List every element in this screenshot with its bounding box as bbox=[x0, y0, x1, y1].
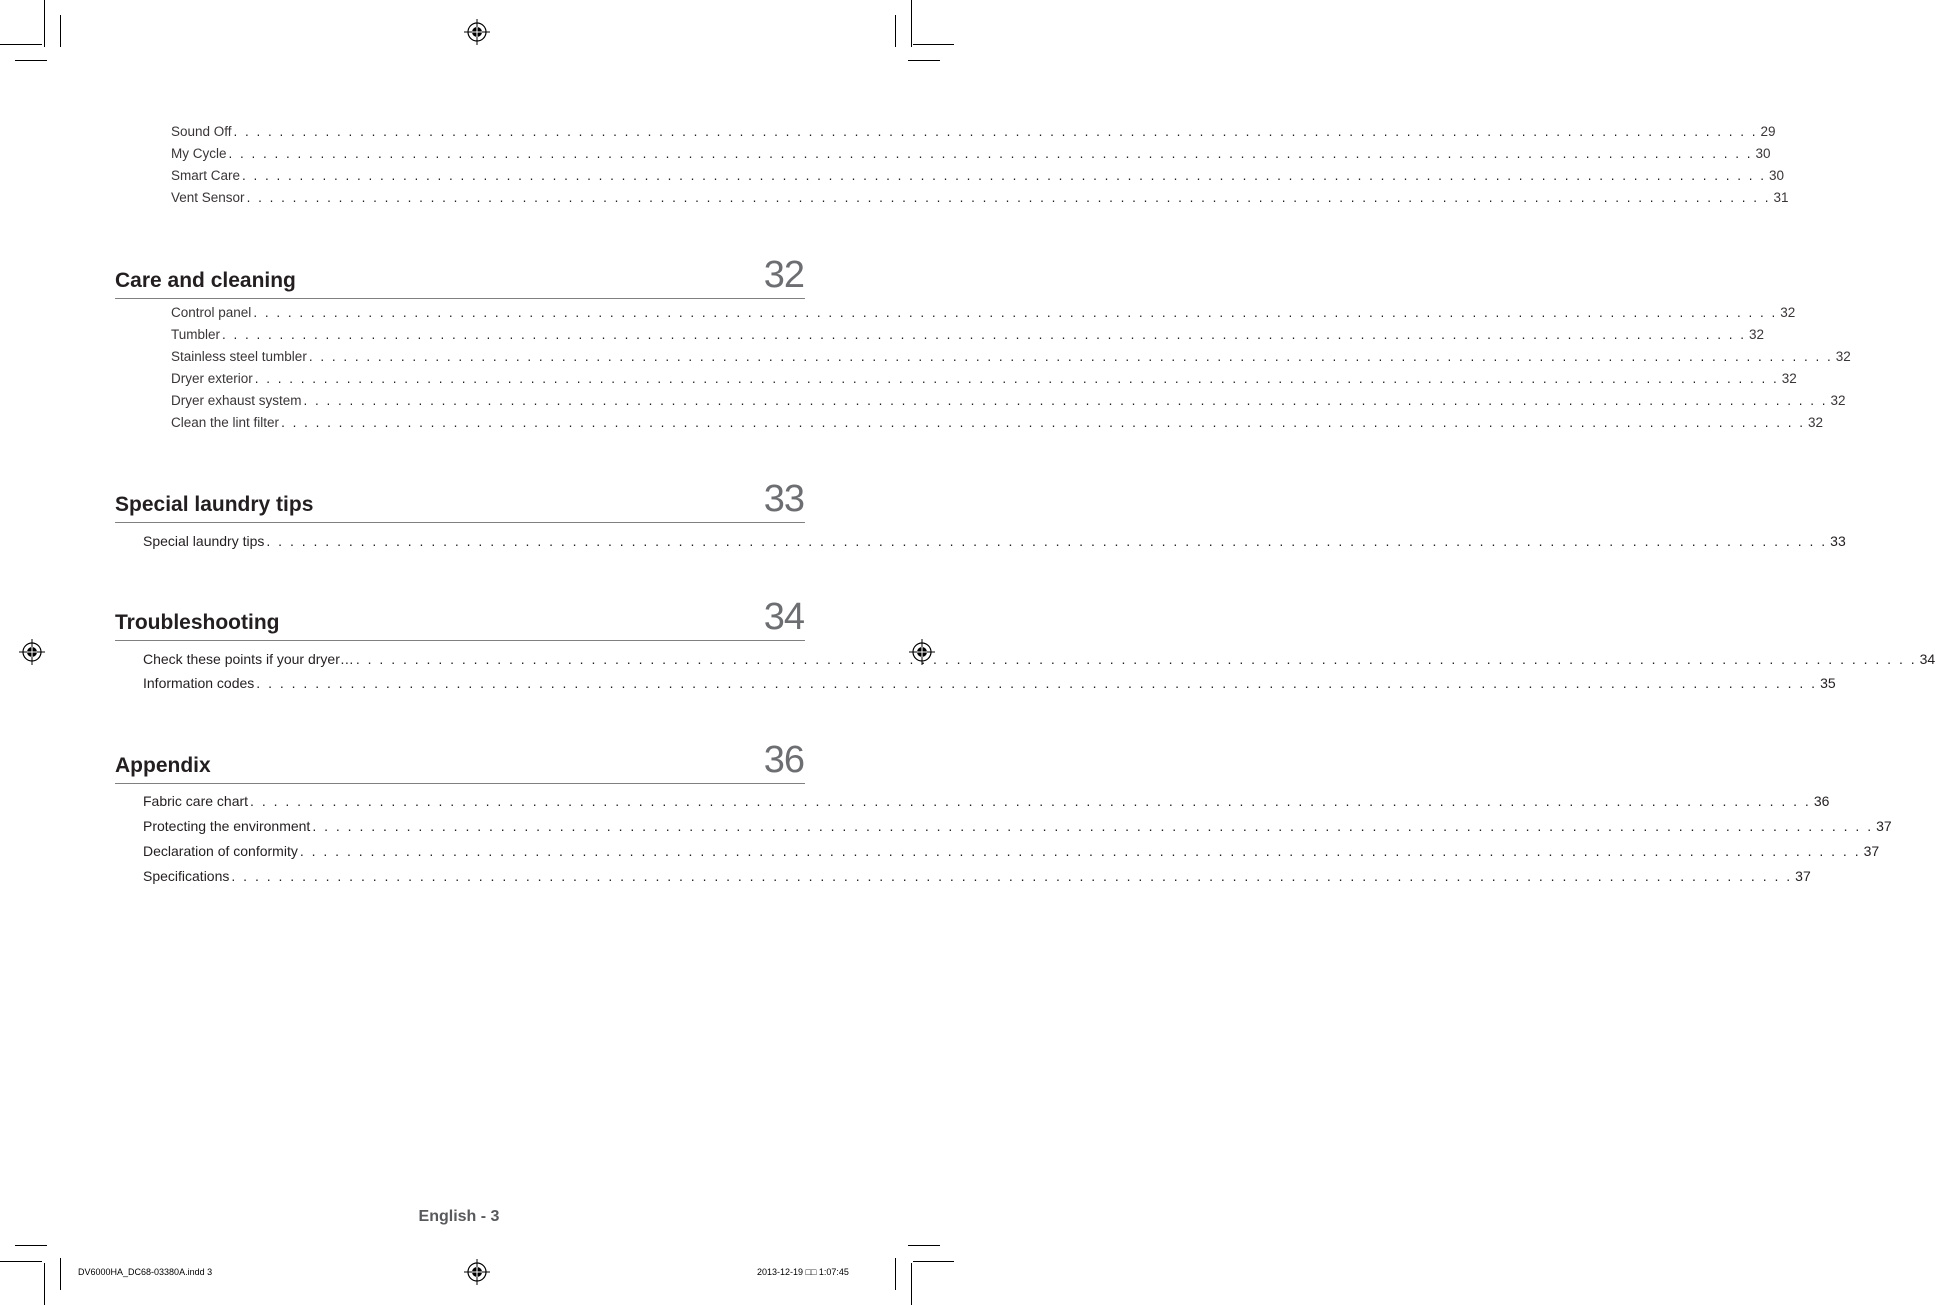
print-slug-filename: DV6000HA_DC68-03380A.indd 3 bbox=[78, 1267, 213, 1277]
section-title-appendix[interactable]: Appendix bbox=[115, 754, 211, 777]
toc-entry-smart-care[interactable] bbox=[171, 168, 1785, 186]
toc-entry-page: 37 bbox=[1863, 843, 1880, 859]
toc-entry-page: 37 bbox=[1795, 868, 1811, 884]
toc-entry-page: 30 bbox=[1768, 168, 1785, 183]
toc-entry-fabric-care-chart[interactable] bbox=[143, 793, 1830, 812]
toc-leader: . . . . . . . . . . . . . . . . . . . . . . . . . . . . . . . . . . . . . . . . . . . . . . . . . . . . . . . . . . . . . . . . . . . . . . . . . . . . . . . . . . . . . . . . . . . . . . . . . . . . . . . . . . . . . . . . . . . . . . . . . . . . . . . . . . . . . bbox=[246, 190, 1771, 205]
toc-entry-label: Information codes bbox=[143, 675, 255, 691]
toc-entry-label: Tumbler bbox=[171, 327, 221, 342]
toc-leader: . . . . . . . . . . . . . . . . . . . . . . . . . . . . . . . . . . . . . . . . . . . . . . . . . . . . . . . . . . . . . . . . . . . . . . . . . . . . . . . . . . . . . . . . . . . . . . . . . . . . . . . . . . . . . . . . . . . . . . . . . . . . . . . . . . . . . bbox=[233, 124, 1758, 139]
toc-leader: . . . . . . . . . . . . . . . . . . . . . . . . . . . . . . . . . . . . . . . . . . . . . . . . . . . . . . . . . . . . . . . . . . . . . . . . . . . . . . . . . . . . . . . . . . . . . . . . . . . . . . . . . . . . . . . . . . . . . . . . . . . . . . . . . . . . . bbox=[228, 146, 1753, 161]
crop-mark bbox=[0, 44, 42, 45]
toc-leader: . . . . . . . . . . . . . . . . . . . . . . . . . . . . . . . . . . . . . . . . . . . . . . . . . . . . . . . . . . . . . . . . . . . . . . . . . . . . . . . . . . . . . . . . . . . . . . . . . . . . . . . . . . . . . . . . . . . . . . . . . . . . . . . . . . . . . bbox=[254, 371, 1779, 386]
toc-entry-dryer-exterior[interactable] bbox=[171, 371, 1797, 389]
toc-leader: . . . . . . . . . . . . . . . . . . . . . . . . . . . . . . . . . . . . . . . . . . . . . . . . . . . . . . . . . . . . . . . . . . . . . . . . . . . . . . . . . . . . . . . . . . . . . . . . . . . . . . . . . . . . . . . . . . . . . . . . . . . . . . . . . . . . . bbox=[355, 651, 1917, 667]
toc-entry-page: 30 bbox=[1755, 146, 1771, 161]
section-number: 32 bbox=[763, 254, 804, 296]
toc-leader: . . . . . . . . . . . . . . . . . . . . . . . . . . . . . . . . . . . . . . . . . . . . . . . . . . . . . . . . . . . . . . . . . . . . . . . . . . . . . . . . . . . . . . . . . . . . . . . . . . . . . . . . . . . . . . . . . . . . . . . . . . . . . . . . . . . . . bbox=[303, 393, 1828, 408]
toc-leader: . . . . . . . . . . . . . . . . . . . . . . . . . . . . . . . . . . . . . . . . . . . . . . . . . . . . . . . . . . . . . . . . . . . . . . . . . . . . . . . . . . . . . . . . . . . . . . . . . . . . . . . . . . . . . . . . . . . . . . . . . . . . . . . . . . . . . bbox=[281, 415, 1806, 430]
toc-entry-my-cycle[interactable] bbox=[171, 146, 1771, 164]
toc-entry-tumbler[interactable] bbox=[171, 327, 1764, 345]
toc-entry-clean-the-lint-filter[interactable] bbox=[171, 415, 1824, 433]
crop-mark bbox=[895, 15, 896, 47]
toc-entry-label: Specifications bbox=[143, 868, 230, 884]
registration-mark-icon bbox=[464, 19, 490, 45]
toc-entry-label: Fabric care chart bbox=[143, 793, 249, 809]
print-slug-timestamp: 2013-12-19 □□ 1:07:45 bbox=[757, 1267, 849, 1277]
toc-entry-dryer-exhaust-system[interactable] bbox=[171, 393, 1846, 411]
section-divider bbox=[115, 298, 805, 299]
toc-entry-special-laundry-tips[interactable] bbox=[143, 533, 1846, 552]
toc-leader: . . . . . . . . . . . . . . . . . . . . . . . . . . . . . . . . . . . . . . . . . . . . . . . . . . . . . . . . . . . . . . . . . . . . . . . . . . . . . . . . . . . . . . . . . . . . . . . . . . . . . . . . . . . . . . . . . . . . . . . . . . . . . . . . . . . . . bbox=[253, 305, 1778, 320]
crop-mark bbox=[911, 1263, 912, 1305]
section-number: 36 bbox=[763, 739, 804, 781]
toc-leader: . . . . . . . . . . . . . . . . . . . . . . . . . . . . . . . . . . . . . . . . . . . . . . . . . . . . . . . . . . . . . . . . . . . . . . . . . . . . . . . . . . . . . . . . . . . . . . . . . . . . . . . . . . . . . . . . . . . . . . . . . . . . . . . . . . . . . bbox=[312, 818, 1874, 834]
registration-mark-icon bbox=[464, 1259, 490, 1285]
toc-leader: . . . . . . . . . . . . . . . . . . . . . . . . . . . . . . . . . . . . . . . . . . . . . . . . . . . . . . . . . . . . . . . . . . . . . . . . . . . . . . . . . . . . . . . . . . . . . . . . . . . . . . . . . . . . . . . . . . . . . . . . . . . . . . . . . . . . . bbox=[308, 349, 1833, 364]
toc-entry-label: My Cycle bbox=[171, 146, 227, 161]
section-title-special-laundry-tips[interactable]: Special laundry tips bbox=[115, 493, 314, 516]
toc-entry-page: 32 bbox=[1830, 393, 1846, 408]
toc-entry-vent-sensor[interactable] bbox=[171, 190, 1789, 208]
crop-mark bbox=[15, 60, 47, 61]
section-number: 34 bbox=[763, 596, 804, 638]
toc-entry-page: 32 bbox=[1835, 349, 1851, 364]
toc-entry-declaration-of-conformity[interactable] bbox=[143, 843, 1880, 862]
toc-leader: . . . . . . . . . . . . . . . . . . . . . . . . . . . . . . . . . . . . . . . . . . . . . . . . . . . . . . . . . . . . . . . . . . . . . . . . . . . . . . . . . . . . . . . . . . . . . . . . . . . . . . . . . . . . . . . . . . . . . . . . . . . . . . . . . . . . . bbox=[299, 843, 1861, 859]
crop-mark bbox=[913, 1261, 954, 1262]
toc-entry-page: 35 bbox=[1820, 675, 1836, 691]
toc-entry-label: Sound Off bbox=[171, 124, 232, 139]
crop-mark bbox=[908, 1245, 940, 1246]
section-number: 33 bbox=[763, 478, 804, 520]
toc-leader: . . . . . . . . . . . . . . . . . . . . . . . . . . . . . . . . . . . . . . . . . . . . . . . . . . . . . . . . . . . . . . . . . . . . . . . . . . . . . . . . . . . . . . . . . . . . . . . . . . . . . . . . . . . . . . . . . . . . . . . . . . . . . . . . . . . . . bbox=[231, 868, 1793, 884]
toc-entry-label: Check these points if your dryer… bbox=[143, 651, 354, 667]
toc-entry-page: 32 bbox=[1748, 327, 1764, 342]
toc-entry-label: Declaration of conformity bbox=[143, 843, 298, 859]
toc-entry-protecting-the-environment[interactable] bbox=[143, 818, 1892, 837]
crop-mark bbox=[44, 1263, 45, 1305]
crop-mark bbox=[895, 1258, 896, 1290]
crop-mark bbox=[60, 15, 61, 47]
toc-entry-page: 37 bbox=[1876, 818, 1892, 834]
toc-entry-label: Stainless steel tumbler bbox=[171, 349, 307, 364]
toc-entry-page: 33 bbox=[1830, 533, 1846, 549]
section-divider bbox=[115, 522, 805, 523]
crop-mark bbox=[913, 44, 954, 45]
toc-entry-check-these-points[interactable] bbox=[143, 651, 1935, 670]
toc-entry-label: Special laundry tips bbox=[143, 533, 265, 549]
registration-mark-icon bbox=[19, 639, 45, 665]
toc-entry-label: Smart Care bbox=[171, 168, 241, 183]
toc-entry-sound-off[interactable] bbox=[171, 124, 1776, 142]
toc-entry-label: Clean the lint filter bbox=[171, 415, 280, 430]
section-title-care-and-cleaning[interactable]: Care and cleaning bbox=[115, 269, 296, 292]
toc-leader: . . . . . . . . . . . . . . . . . . . . . . . . . . . . . . . . . . . . . . . . . . . . . . . . . . . . . . . . . . . . . . . . . . . . . . . . . . . . . . . . . . . . . . . . . . . . . . . . . . . . . . . . . . . . . . . . . . . . . . . . . . . . . . . . . . . . . bbox=[256, 675, 1818, 691]
crop-mark bbox=[60, 1258, 61, 1290]
toc-entry-label: Dryer exterior bbox=[171, 371, 253, 386]
toc-entry-label: Vent Sensor bbox=[171, 190, 245, 205]
toc-entry-page: 32 bbox=[1780, 305, 1796, 320]
toc-entry-stainless-steel-tumbler[interactable] bbox=[171, 349, 1851, 367]
section-divider bbox=[115, 783, 805, 784]
crop-mark bbox=[44, 0, 45, 47]
toc-entry-page: 32 bbox=[1808, 415, 1824, 430]
toc-entry-information-codes[interactable] bbox=[143, 675, 1836, 694]
crop-mark bbox=[15, 1245, 47, 1246]
toc-entry-page: 29 bbox=[1760, 124, 1776, 139]
toc-entry-page: 31 bbox=[1773, 190, 1789, 205]
toc-leader: . . . . . . . . . . . . . . . . . . . . . . . . . . . . . . . . . . . . . . . . . . . . . . . . . . . . . . . . . . . . . . . . . . . . . . . . . . . . . . . . . . . . . . . . . . . . . . . . . . . . . . . . . . . . . . . . . . . . . . . . . . . . . . . . . . . . . bbox=[222, 327, 1746, 342]
toc-entry-page: 36 bbox=[1813, 793, 1830, 809]
toc-entry-specifications[interactable] bbox=[143, 868, 1811, 887]
toc-leader: . . . . . . . . . . . . . . . . . . . . . . . . . . . . . . . . . . . . . . . . . . . . . . . . . . . . . . . . . . . . . . . . . . . . . . . . . . . . . . . . . . . . . . . . . . . . . . . . . . . . . . . . . . . . . . . . . . . . . . . . . . . . . . . . . . . . . bbox=[266, 533, 1828, 549]
crop-mark bbox=[911, 0, 912, 47]
crop-mark bbox=[0, 1261, 42, 1262]
toc-leader: . . . . . . . . . . . . . . . . . . . . . . . . . . . . . . . . . . . . . . . . . . . . . . . . . . . . . . . . . . . . . . . . . . . . . . . . . . . . . . . . . . . . . . . . . . . . . . . . . . . . . . . . . . . . . . . . . . . . . . . . . . . . . . . . . . . . . bbox=[242, 168, 1766, 183]
toc-entry-page: 34 bbox=[1919, 651, 1935, 667]
toc-entry-page: 32 bbox=[1781, 371, 1797, 386]
section-divider bbox=[115, 640, 805, 641]
toc-entry-control-panel[interactable] bbox=[171, 305, 1796, 323]
toc-entry-label: Control panel bbox=[171, 305, 252, 320]
toc-entry-label: Dryer exhaust system bbox=[171, 393, 302, 408]
toc-entry-label: Protecting the environment bbox=[143, 818, 311, 834]
page-number-footer: English - 3 bbox=[418, 1208, 500, 1225]
crop-mark bbox=[908, 60, 940, 61]
section-title-troubleshooting[interactable]: Troubleshooting bbox=[115, 611, 280, 634]
toc-leader: . . . . . . . . . . . . . . . . . . . . . . . . . . . . . . . . . . . . . . . . . . . . . . . . . . . . . . . . . . . . . . . . . . . . . . . . . . . . . . . . . . . . . . . . . . . . . . . . . . . . . . . . . . . . . . . . . . . . . . . . . . . . . . . . . . . . . bbox=[250, 793, 1811, 809]
